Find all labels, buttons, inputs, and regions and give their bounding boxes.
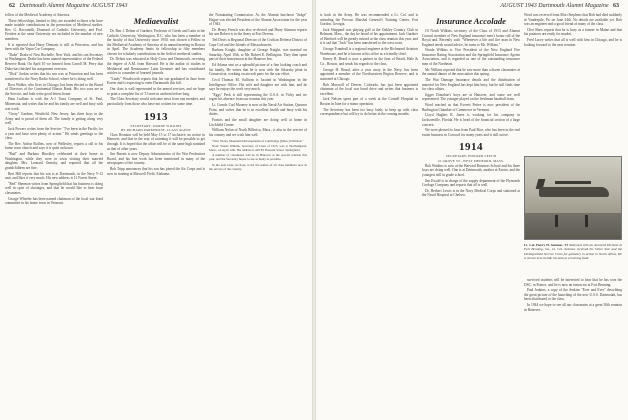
right-column-3 — [524, 13, 622, 153]
right-page-number: 63 — [613, 3, 619, 9]
class-address-line: 41 GROVE ST., WEST MEDFORD, MASS. — [437, 159, 505, 164]
paragraph: fellow of the Medieval Academy of America. — [5, 13, 71, 17]
paragraph: These fellowships, limited to fifty, are awarded to those who have made notable contributions in the promotion of Medieval studies. Rev. G. Raccanelli, Donnard of Catholic University, and Prof. Ferrière at the same University are included in the number of new members. — [5, 18, 103, 41]
paragraph: Mr. Wilkins reported that he saw more than a dozen classmates at the annual dinner of the association this spring. — [422, 67, 520, 77]
paragraph: survived students will be interested to hear that he has won the DSC, in France, and he is now an instructor at Fort Benning. — [524, 278, 622, 287]
paragraph: The Class Secretary would welcome news from any member, and particularly from those who have not written for some time. — [107, 97, 205, 106]
right-column-3-lower — [524, 278, 622, 417]
right-column-2 — [422, 13, 520, 417]
left-page — [0, 0, 312, 420]
left-column-2 — [107, 13, 205, 417]
paragraph: Bert Hill reports that his son is at Dartmouth, in the Navy V-12 unit, and likes it very much. His new address is 11 Forest Street. — [5, 171, 103, 181]
paragraph: The Rev. Arthur Rollins, now of Wellesley, reports a call to his home town church and says it is quite an honor. — [5, 141, 103, 151]
paragraph: The War Damage Insurance details and the distribution of material for New England has kept him busy, but he still finds time for class affairs. — [422, 78, 520, 92]
paragraph: George Trumbull is a regional engineer at the Richmond Aviation Warehouse, and he is known at his office as a friendly chief. — [320, 47, 418, 56]
paragraph: Dr. Dehon was educated at Holy Cross and Dartmouth, receiving the degree of A.M. from Harvard. He is the author of studies in Mediaeval and Renaissance Latin literature and has contributed articles to a number of learned journals. — [107, 57, 205, 76]
right-page — [316, 0, 628, 420]
right-issue: AUGUST 1943 — [500, 3, 537, 9]
section-title-mediaevalist: Mediaevalist — [133, 16, 179, 26]
paragraph: Bob Tripp announces that his son has joined the Air Corps and is now in training at Maxwell Field, Alabama. — [107, 167, 205, 176]
paragraph: "Duke" Drake of New Rochelle, New York, and his son Secretary in Washington. Drake has been named representative of the Federal Reserve Bank. On April 10 we learned from Carroll M. Perry that Duke has finished his assignment overseas. — [5, 52, 103, 71]
paragraph: Jack Nelson spent part of a week at the Cornell Hospital in Boston in June for a minor operation. — [320, 97, 418, 106]
note-paragraph: "New Notes, Mountain Developments of Cambridge (Mass.) Division." — [212, 138, 304, 143]
paragraph: Ross Walker, who lives in Chicago, has been elected to the Board of Directors of the Continental Illinois Bank. His two sons are in the Service, and both write good letters home. — [5, 82, 103, 96]
paragraph: Chet Shaw reports that he is busy as a farmer in Maine and that his potatoes are ready for market. — [524, 27, 622, 37]
paragraph: In 1944 we hope to see all our classmates at a great 30th reunion in Hanover. — [524, 303, 622, 312]
paragraph: Ted Davis is Regional Director of the Civilian Defense District of Cape Cod and the Islands of Massachusetts. — [209, 38, 307, 47]
photo-caption-title: Lt. Col. Harry H. Semmes '13 — [524, 243, 568, 247]
paragraph: Jack Powers writes from the Service: "I've been in the Pacific for a year and have seen plenty of action." He sends greetings to the class. — [5, 127, 103, 141]
paragraph: Word was received from Mort Stephens that Bob had died suddenly in Vanderpile, Pa. on June 24th. No details are available yet. Bob was an engineer and a good friend of many of the class. — [524, 13, 622, 27]
paragraph: George Wheeler has been named chairman of the local war bond committee in his home town in Vermont. — [5, 196, 103, 206]
paragraph: The Secretary has been too busy lately to keep up with class correspondence but will try to do better in the coming months. — [320, 107, 418, 117]
left-column-3 — [209, 13, 307, 417]
class-secretary-line: SECRETARY, EDWARD LEECH — [445, 154, 497, 159]
paragraph: Class Reunion will be held May 15 to 17 inclusive: no notice in Hanover, and that in the way of rationing it will be possible to get through. It is hoped that the affair will be of the same high standard as that of other years. — [107, 132, 205, 151]
right-magazine-title: Dartmouth Alumni Magazine — [538, 3, 609, 9]
paragraph: It is reported that Harry Demaris is still at Princeton, and has been with the Vapor Car Company. — [5, 42, 103, 52]
class-year-heading: 1914 — [459, 141, 483, 154]
paragraph: Jigger Donahue's boys are at Hanover, and some are well represented. The younger played on the freshman baseball team. — [422, 92, 520, 102]
right-column-1 — [320, 13, 418, 417]
paragraph: Word reached us that Everett Pettee is now president of the Burlington Chamber of Commerce in Vermont. — [422, 103, 520, 112]
paragraph: the Nominating Commission. As the Alumni luncheon "Judge" Hague was elected President of the Alumni Association for the year of 1943. — [209, 13, 307, 27]
paragraph: Dr. Ben J. Dehon of Gardner, Professor of Greek and Latin at the Catholic University, Washington, D.C. who has been a member of the faculty of that University since 1930, was chosen a Fellow in the Mediaeval Academy of America at its annual meeting in Boston in April. The Academy limits its fellowship to fifty members chosen for scholarly contributions in the field of medieval studies. — [107, 29, 205, 56]
paragraph: Lt. Comdr. Carl Mooney is now at the Naval Air Station, Quonset Point, and writes that he is in excellent health and busy with his duties. — [209, 103, 307, 117]
right-running-head — [500, 3, 622, 9]
paragraph: Jack Sheppard was playing golf at the Oakley Country Club in Belmont, Mass., the day he heard of his appointment. Jack Gardner of Hartford will be greatly missed at the class reunion this year, and it is sad that "Jack" has been transferred to the west coast. — [320, 27, 418, 46]
left-issue: AUGUST 1943 — [91, 3, 128, 9]
paragraph: Paul Jenkins, a copy of the Jenkins "Ever and Ever" describing the great picture of the launching of the new U.S.S. Dartmouth, has been distributed to the class. — [524, 288, 622, 302]
class-secretary-line: SECRETARY, WARDE WILKINS — [130, 123, 182, 128]
paragraph: Bob Maxwell of Denver, Colorado, has just been appointed chairman of the local war bond drive and writes that business is excellent. — [320, 82, 418, 96]
left-column-1 — [5, 13, 103, 417]
paragraph: Emery R. Beard is now a partner in the firm of Beard, Hale & Co., Boston, and sends his regards to the class. — [320, 57, 418, 67]
paragraph: "Red" Sherman writes from Springfield that his business is doing well in spite of shortages, and that he would like to hear from classmates. — [5, 181, 103, 195]
paragraph: Dr. Herbert Lewis is in the Navy Medical Corps and stationed at the Naval Hospital at Chelsea. — [422, 188, 520, 198]
paragraph: Francis and the small daughter are doing well at home in Litchfield Center. — [209, 117, 307, 127]
paragraph: Bob Watkins is now at the Harvard Business School and his three boys are doing well. One is at Dartmouth, another at Exeter, and the youngest still in grade school. — [422, 163, 520, 177]
paragraph: Dr. Henry French was also re-elected and Harry Stimson reports his son Robert is in the Army at Fort Devens. — [209, 27, 307, 37]
paragraph: is back in the Army. He was recommended a Lt. Col. and is attending the Provost Marshal General's Training Center, Fort Gordon, Georgia. — [320, 13, 418, 27]
left-page-number: 62 — [9, 3, 15, 9]
paragraph: Jim Ewald is in charge of the supply department of the Plymouth Cordage Company and reports that all is well. — [422, 178, 520, 188]
paragraph: Our class is well represented in the armed services, and we hope to print a complete list of '13 men in uniform before long. — [107, 87, 205, 96]
paragraph: Ham Ludlam is with the A-1 Toast Company of St. Paul, Minnesota, and writes that he and his family are well and busy with war work. — [5, 97, 103, 111]
paragraph: William Nolan of North Billerica, Mass., is also in the service of his country and we wish him well. — [209, 128, 307, 137]
paragraph: "Bud" and Barbara Hinckley celebrated at their home in Washington, while they were in town visiting their married daughter, Mrs. Leonard Ormsby, and reported that all the grandchildren are fine. — [5, 152, 103, 170]
paragraph: "Lindy" Woodworth reports that his son graduated in June from Exeter and is expecting to enter Dartmouth this fall. — [107, 76, 205, 86]
photo-airplane — [524, 156, 622, 240]
paragraph: We were pleased to hear from Paul Rice, who has been in the real estate business in Concord for many years and is still active. — [422, 128, 520, 137]
paragraph: Cecil Thomas M. Sullivan is located in Washington in the Intelligence Office. His wife and daughter are with him, and he says he enjoys the work very much. — [209, 78, 307, 92]
section-title-insurance-accolade: Insurance Accolade — [436, 16, 506, 26]
paragraph: Ed Adams sent us a splendid picture of a fine looking coach and his family. He writes that he is now with the Sikorsky plant in Connecticut, working on aircraft parts for the war effort. — [209, 63, 307, 77]
left-magazine-title: Dartmouth Alumni Magazine — [19, 3, 90, 9]
photo-caption-text: Stationed with an Armored Division at Fort Benning, Ga., Lt. Col. Semmes received the Silver Star and the Distinguished Service Cross for gallantry in action in North Africa. He is shown here beside his tank at a training field. — [524, 243, 622, 261]
paragraph: Lloyd Hughes R. Jones is working for his company in Jacksonville, Florida. He is head of the financial section of a large concern. — [422, 113, 520, 127]
note-paragraph: In the next issue we hope to list the names of all class members now in the service of the country. — [209, 162, 307, 171]
paragraph: "Eggs" Peck is still representing the U.S.A. in Vichy and we regret his absence from our reunion this year. — [209, 92, 307, 102]
paragraph: "Gerry" Gardner, Westfield, New Jersey, has three boys in the Army and is proud of them all. The family is getting along very well. — [5, 112, 103, 126]
photo-caption — [524, 243, 622, 261]
paragraph: George H. Beard, after a year away in the Navy, has been appointed a member of the Northwestern Region Reserve, and is stationed at Chicago. — [320, 67, 418, 81]
left-running-head — [6, 3, 128, 9]
class-agent-line: BY RICHARD PARKHURST, CLASS AGENT — [120, 128, 192, 133]
note-paragraph: A number of classmates will be in Hanover at the special reunion this year, and the Secretary hopes to see as many as possible. — [209, 153, 307, 162]
paragraph: "Dick" Jordan writes that his son was at Princeton and has been transferred to the Navy Radio School, where he is doing well. — [5, 72, 103, 81]
note-paragraph: Note: Warde Wilkins, Secretary of Class of 1913, was at Northampton, Mass., on April 12th. His address is still 85 Pleasant Street, Springfield. — [209, 143, 307, 152]
paragraph: Warde Wilkins is Vice President of the New England Fire Insurance Rating Association and the Springfield Insurance Agents Association, and is regarded as one of the outstanding insurance men of the Northeast. — [422, 48, 520, 67]
paragraph: Of North Wilkins, secretary of the Class of 1913 and Alumni Council member of New England insurance men's honor roll of the Royal and. Recently said: "Whenever a life and fire man in New England needs sound advice, he turns to Mr. Wilkins." — [422, 29, 520, 47]
paragraph: Fred Lacey writes that all is well with him in Chicago, and he is looking forward to the next reunion. — [524, 38, 622, 47]
class-year-heading: 1913 — [144, 110, 168, 123]
paragraph: Barbara Knight, daughter of George Knight, was married on Saturday, April 10th, to Mr. Robert E. Bellington. They then spent part of their honeymoon at the Hanover Inn. — [209, 48, 307, 62]
paragraph: Jim Barrett is now Deputy Administrator of the War Production Board, and his fine work has been mentioned in many of the newspapers of the country. — [107, 152, 205, 166]
